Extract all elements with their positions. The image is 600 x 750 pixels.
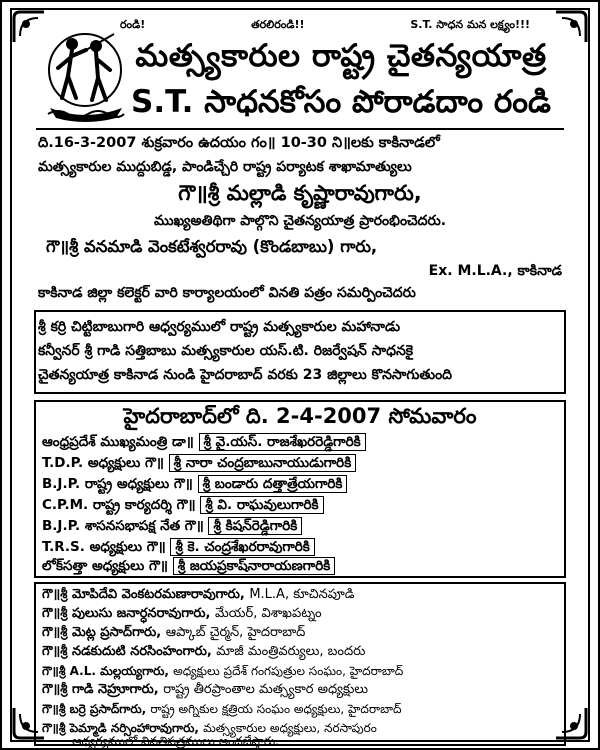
row-prefix: ఆంధ్రప్రదేశ్ ముఖ్యమంత్రి డా॥ — [42, 434, 194, 450]
mla-suffix: గారు, — [340, 237, 378, 256]
intro-line-3: ముఖ్యఅతిథిగా పాల్గొని చైతన్యయాత్ర ప్రారంభించెదరు. — [153, 213, 447, 229]
list-item — [42, 434, 366, 453]
leader-line-2: కన్వీనర్ శ్రీ గాడి సత్తిబాబు మత్స్యకారుల యస్.టి. రిజర్వేషన్ సాధనకై — [38, 343, 414, 359]
row-prefix: B.J.P. రాష్ట్ర అధ్యక్షులు గౌ॥ — [42, 476, 193, 492]
row-prefix: B.J.P. శాసనసభాపక్ష నేత గౌ॥ — [42, 518, 204, 534]
supporter-name: గౌ॥శ్రీ పెమ్మాడి నర్సింహారావుగారు, — [42, 721, 199, 735]
list-item — [42, 558, 335, 577]
mla-name: గౌ॥శ్రీ వనమాడి వెంకటేశ్వరరావు (కొండబాబు) — [46, 237, 335, 256]
row-prefix: T.R.S. అధ్యక్షులు గౌ॥ — [42, 539, 166, 555]
mla-line — [46, 234, 562, 260]
list-item — [42, 476, 347, 495]
leader-line-3: చైతన్యయాత్ర కాకినాడ నుండి హైదరాబాద్ వరకు 23 జిల్లాలు కొనసాగుతుంది — [38, 367, 453, 383]
row-name: శ్రీ వై.యస్. రాజశేఖరరెడ్డిగారికి — [199, 433, 366, 451]
supporter-role: మేయర్, విశాఖపట్నం — [215, 606, 322, 621]
mla-role: Ex. M.L.A., కాకినాడ — [428, 263, 562, 279]
intro-line-2: మత్స్యకారుల ముద్దుబిడ్డ, పాండిచ్చేరి రాష్ట్ర పర్యాటక శాఖామాత్యులు — [38, 159, 412, 175]
supporter-name: గౌ॥శ్రీ బర్రె ప్రసాద్‌గారు, — [42, 702, 147, 716]
supporter-role: M.L.A, కూచినపూడి — [249, 587, 355, 602]
row-prefix: C.P.M. రాష్ట్ర కార్యదర్శి గౌ॥ — [42, 497, 196, 513]
supporter-name: గౌ॥శ్రీ మెట్ల ప్రసాద్‌గారు, — [42, 625, 162, 640]
list-item — [42, 518, 302, 537]
hyderabad-heading: హైదరాబాద్‌లో ది. 2-4-2007 సోమవారం — [123, 404, 477, 428]
row-name: శ్రీ వి. రాఘవులుగారికి — [200, 496, 323, 514]
list-item — [42, 662, 562, 680]
supporter-name: గౌ॥శ్రీ గాడి నెహ్రూగారు, — [42, 682, 159, 697]
row-prefix: T.D.P. అధ్యక్షులు గౌ॥ — [42, 455, 164, 471]
list-item — [42, 643, 562, 661]
page-subtitle: S.T. సాధనకోసం పోరాడదాం రండి — [131, 84, 551, 120]
row-prefix: లోక్‌సత్తా అధ్యక్షులు గౌ॥ — [42, 558, 168, 574]
supporter-name: గౌ॥శ్రీ నడకుదుటి నరసింహంగారు, — [42, 644, 212, 659]
corner-ornament-icon — [12, 10, 46, 44]
row-name: శ్రీ నారా చంద్రబాబునాయుడుగారికి — [169, 454, 357, 472]
intro-line-1: ది.16-3-2007 శుక్రవారం ఉదయం గం॥ 10-30 ని॥లకు కాకినాడలో — [38, 135, 440, 151]
supporter-role: రాష్ట్ర అగ్నికుల క్షత్రియ సంఘం అధ్యక్షులు, హైదరాబాద్ — [150, 702, 402, 716]
supporter-role: ఆప్కాబ్ చైర్మన్, హైదరాబాద్ — [165, 625, 306, 640]
corner-ornament-icon — [554, 10, 588, 44]
row-name: శ్రీ జయప్రకాష్‌నారాయణగారికి — [173, 557, 336, 575]
intro-line-4: కాకినాడ జిల్లా కలెక్టర్ వారి కార్యాలయంలో వినతి పత్రం సమర్పించెదరు — [38, 285, 416, 301]
page-title: మత్స్యకారుల రాష్ట్ర చైతన్యయాత్ర — [135, 38, 547, 74]
slogan-row — [120, 18, 530, 36]
row-name: శ్రీ కిషన్‌రెడ్డిగారికి — [208, 517, 302, 535]
leader-line-1: శ్రీ కర్రి చిట్టిబాబుగారి ఆధ్వర్యములో రాష్ట్ర మత్స్యకారుల మహానాడు — [38, 319, 401, 335]
list-item — [42, 586, 562, 604]
list-item — [42, 497, 324, 516]
fisherman-logo-icon — [44, 24, 126, 124]
row-name: శ్రీ కె. చంద్రశేఖరరావుగారికి — [170, 538, 314, 556]
supporter-role: రాష్ట్ర తీరప్రాంతాల మత్స్యకార అధ్యక్షులు — [163, 682, 369, 697]
slogan-left: రండి! — [120, 18, 146, 31]
list-item — [42, 624, 562, 642]
closing-line: ఆధ్వర్యములో వినతిపత్రములు అందజేస్తారు. — [72, 734, 279, 748]
supporter-role: మాజీ మంత్రివర్యులు, బందరు — [216, 644, 366, 659]
supporter-name: గౌ॥శ్రీ మోపిదేవి వెంకటరమణారావుగారు, — [42, 587, 245, 602]
slogan-right: S.T. సాధన మన లక్ష్యం!!! — [410, 18, 530, 31]
chief-guest: గౌ॥శ్రీ మల్లాడి కృష్ణారావుగారు, — [178, 181, 422, 205]
divider — [36, 128, 564, 130]
list-item — [42, 539, 315, 558]
slogan-middle: తరలిరండి!! — [251, 18, 305, 31]
list-item — [42, 681, 562, 699]
list-item — [42, 700, 562, 718]
list-item — [42, 455, 356, 474]
supporter-name: గౌ॥శ్రీ A.L. మల్లయ్యగారు, — [42, 664, 169, 678]
poster-inner-border — [10, 8, 590, 748]
supporter-role: మత్స్యకారుల అధ్యక్షులు, నరసాపురం — [203, 721, 377, 735]
supporter-role: అధ్యక్షులు ప్రదేశ్ గంగపుత్రుల సంఘం, హైదరాబాద్ — [173, 664, 404, 678]
supporter-name: గౌ॥శ్రీ పులుసు జనార్ధనరావుగారు, — [42, 606, 211, 621]
list-item — [42, 605, 562, 623]
row-name: శ్రీ బండారు దత్తాత్రేయగారికి — [198, 475, 348, 493]
